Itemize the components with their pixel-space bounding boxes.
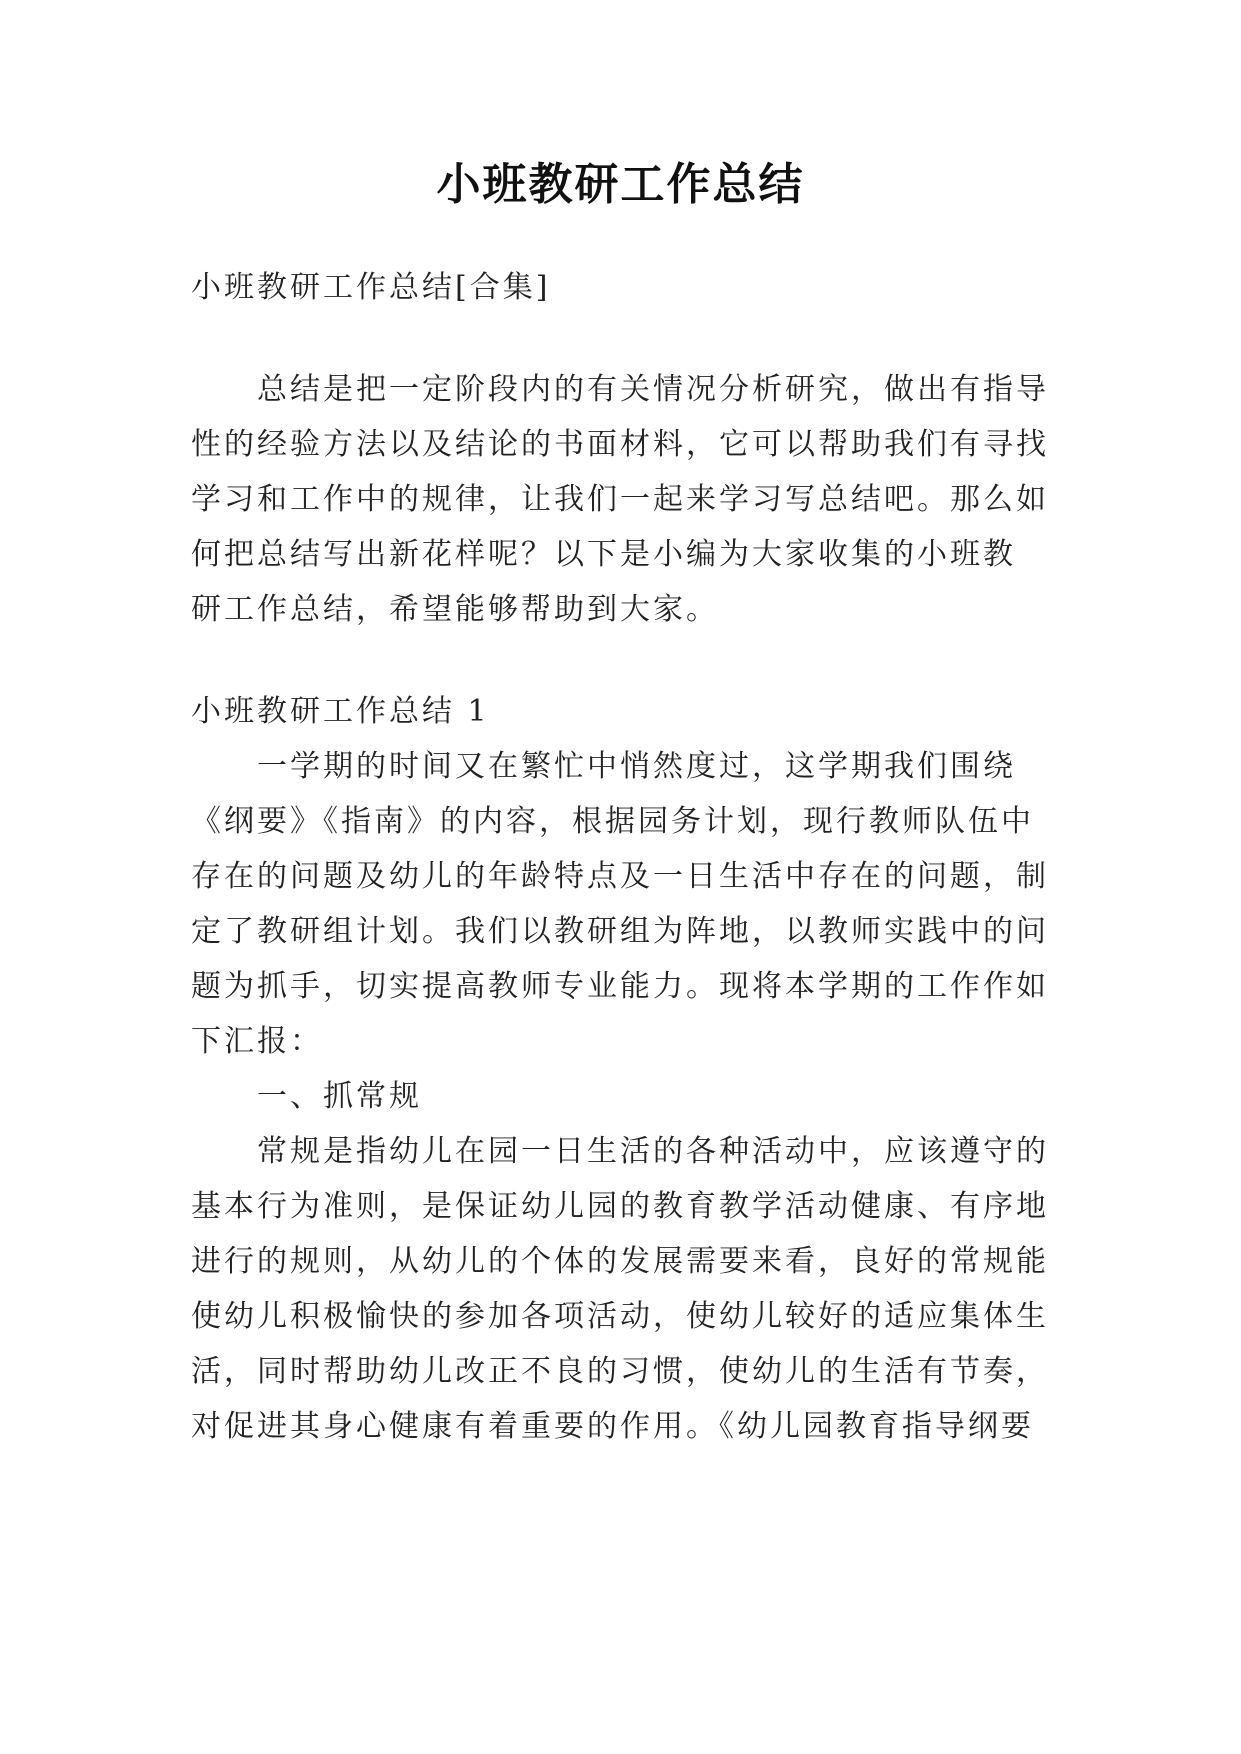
intro-line-3: 学习和工作中的规律，让我们一起来学习写总结吧。那么如 xyxy=(191,482,1049,517)
intro-line-4: 何把总结写出新花样呢？以下是小编为大家收集的小班教 xyxy=(191,537,1016,572)
section2-line-1: 常规是指幼儿在园一日生活的各种活动中，应该遵守的 xyxy=(191,1134,1049,1169)
intro-line-1: 总结是把一定阶段内的有关情况分析研究，做出有指导 xyxy=(191,372,1049,407)
section2-line-5: 活，同时帮助幼儿改正不良的习惯，使幼儿的生活有节奏， xyxy=(191,1354,1049,1389)
section1-line-4: 定了教研组计划。我们以教研组为阵地，以教师实践中的问 xyxy=(191,914,1049,949)
section1-line-5: 题为抓手，切实提高教师专业能力。现将本学期的工作作如 xyxy=(191,969,1049,1004)
intro-line-5: 研工作总结，希望能够帮助到大家。 xyxy=(191,592,719,627)
intro-line-2: 性的经验方法以及结论的书面材料，它可以帮助我们有寻找 xyxy=(191,427,1049,462)
section1-line-2: 《纲要》《指南》的内容，根据园务计划，现行教师队伍中 xyxy=(191,804,1034,839)
section2-line-2: 基本行为准则，是保证幼儿园的教育教学活动健康、有序地 xyxy=(191,1189,1049,1224)
subheading-routine: 一、抓常规 xyxy=(191,1079,422,1114)
document-subtitle: 小班教研工作总结[合集] xyxy=(191,270,551,305)
section1-line-1: 一学期的时间又在繁忙中悄然度过，这学期我们围绕 xyxy=(191,749,1016,784)
document-title: 小班教研工作总结 xyxy=(436,159,805,210)
section-heading: 小班教研工作总结 1 xyxy=(191,694,490,729)
section2-line-4: 使幼儿积极愉快的参加各项活动，使幼儿较好的适应集体生 xyxy=(191,1299,1049,1334)
section2-line-6: 对促进其身心健康有着重要的作用。《幼儿园教育指导纲要 xyxy=(191,1409,1034,1444)
section1-line-6: 下汇报： xyxy=(191,1024,323,1059)
section1-line-3: 存在的问题及幼儿的年龄特点及一日生活中存在的问题，制 xyxy=(191,859,1049,894)
section2-line-3: 进行的规则，从幼儿的个体的发展需要来看，良好的常规能 xyxy=(191,1244,1049,1279)
